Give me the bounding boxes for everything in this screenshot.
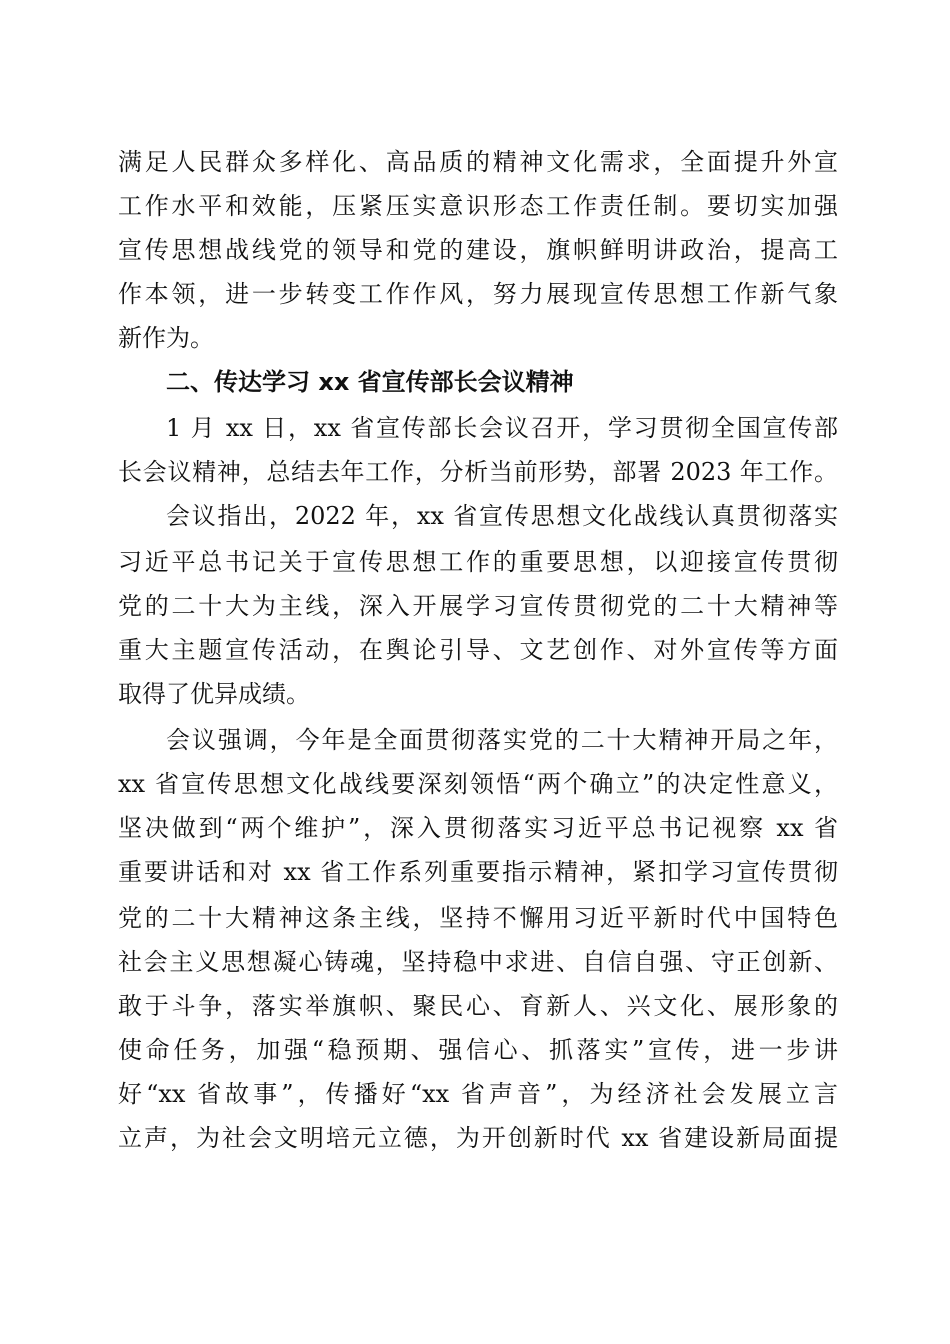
paragraph-3-line-5: 取得了优异成绩。	[118, 680, 310, 708]
paragraph-1-line-2: 工作水平和效能，压紧压实意识形态工作责任制。要切实加强	[118, 192, 838, 220]
paragraph-4-line-10: 立声，为社会文明培元立德，为开创新时代 xx 省建设新局面提	[118, 1124, 838, 1152]
paragraph-2-line-2: 长会议精神，总结去年工作，分析当前形势，部署 2023 年工作。	[118, 458, 838, 486]
paragraph-1-line-1: 满足人民群众多样化、高品质的精神文化需求，全面提升外宣	[118, 148, 838, 176]
paragraph-3-line-3: 党的二十大为主线，深入开展学习宣传贯彻党的二十大精神等	[118, 592, 838, 620]
paragraph-4-line-3: 坚决做到“两个维护”，深入贯彻落实习近平总书记视察 xx 省	[118, 814, 838, 842]
paragraph-3-line-2: 习近平总书记关于宣传思想工作的重要思想，以迎接宣传贯彻	[118, 548, 838, 576]
paragraph-4-line-4: 重要讲话和对 xx 省工作系列重要指示精神，紧扣学习宣传贯彻	[118, 858, 838, 886]
paragraph-4-line-2: xx 省宣传思想文化战线要深刻领悟“两个确立”的决定性意义，	[118, 770, 838, 798]
paragraph-4-line-9: 好“xx 省故事”，传播好“xx 省声音”，为经济社会发展立言	[118, 1080, 838, 1108]
paragraph-1-line-4: 作本领，进一步转变工作作风，努力展现宣传思想工作新气象	[118, 280, 838, 308]
paragraph-4-line-7: 敢于斗争，落实举旗帜、聚民心、育新人、兴文化、展形象的	[118, 992, 838, 1020]
paragraph-2-line-1: 1 月 xx 日，xx 省宣传部长会议召开，学习贯彻全国宣传部	[166, 414, 838, 442]
paragraph-4-line-8: 使命任务，加强“稳预期、强信心、抓落实”宣传，进一步讲	[118, 1036, 838, 1064]
paragraph-4-line-6: 社会主义思想凝心铸魂，坚持稳中求进、自信自强、守正创新、	[118, 948, 838, 976]
paragraph-1-line-5: 新作为。	[118, 324, 214, 352]
paragraph-4-line-1: 会议强调，今年是全面贯彻落实党的二十大精神开局之年，	[166, 726, 838, 754]
paragraph-3-line-4: 重大主题宣传活动，在舆论引导、文艺创作、对外宣传等方面	[118, 636, 838, 664]
paragraph-3-line-1: 会议指出，2022 年，xx 省宣传思想文化战线认真贯彻落实	[166, 502, 838, 530]
paragraph-4-line-5: 党的二十大精神这条主线，坚持不懈用习近平新时代中国特色	[118, 904, 838, 932]
paragraph-1-line-3: 宣传思想战线党的领导和党的建设，旗帜鲜明讲政治，提高工	[118, 236, 838, 264]
section-heading: 二、传达学习 xx 省宣传部长会议精神	[166, 368, 574, 396]
